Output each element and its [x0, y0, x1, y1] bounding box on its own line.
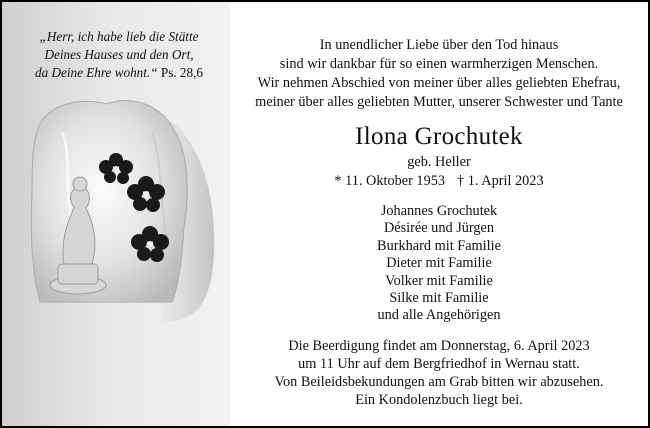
intro-line: meiner über alles geliebten Mutter, unserer Schwester und Tante [255, 94, 623, 110]
quote-reference: Ps. 28,6 [160, 65, 204, 80]
closing-line: Ein Kondolenzbuch liegt bei. [355, 392, 523, 408]
deceased-name: Ilona Grochutek [355, 123, 523, 150]
quote-line: „Herr, ich habe lieb die Stätte [39, 29, 199, 44]
death-date: † 1. April 2023 [457, 173, 544, 189]
mourner: Silke mit Familie [389, 290, 489, 307]
quote-line [14, 64, 224, 82]
funeral-details [230, 337, 648, 409]
intro-paragraph [230, 36, 648, 112]
quote-line: Deines Hauses und den Ort, [44, 47, 194, 62]
mourner: Dieter mit Familie [386, 255, 492, 272]
birth-date: * 11. Oktober 1953 [334, 173, 446, 189]
bible-quote [14, 28, 224, 82]
mourner: Désirée und Jürgen [383, 220, 495, 237]
closing-line: um 11 Uhr auf dem Bergfriedhof in Wernau statt. [298, 356, 580, 372]
quote-line-text: da Deine Ehre wohnt.“ [34, 65, 158, 80]
memorial-photo [2, 2, 230, 426]
mourner: Johannes Grochutek [380, 203, 498, 219]
mourner: Volker mit Familie [385, 272, 493, 289]
intro-line: In unendlicher Liebe über den Tod hinaus [319, 37, 559, 53]
birth-name: geb. Heller [407, 154, 471, 170]
intro-line: sind wir dankbar für so einen warmherzigen Menschen. [279, 56, 599, 72]
mourners-list [230, 203, 648, 325]
life-dates [230, 173, 648, 190]
closing-line: Von Beileidsbekundungen am Grab bitten wir abzusehen. [274, 374, 604, 390]
intro-line: Wir nehmen Abschied von meiner über alles geliebten Ehefrau, [257, 75, 621, 91]
closing-line: Die Beerdigung findet am Donnerstag, 6. April 2023 [288, 338, 590, 354]
mourner: und alle Angehörigen [377, 307, 501, 324]
mourner: Burkhard mit Familie [377, 237, 501, 254]
